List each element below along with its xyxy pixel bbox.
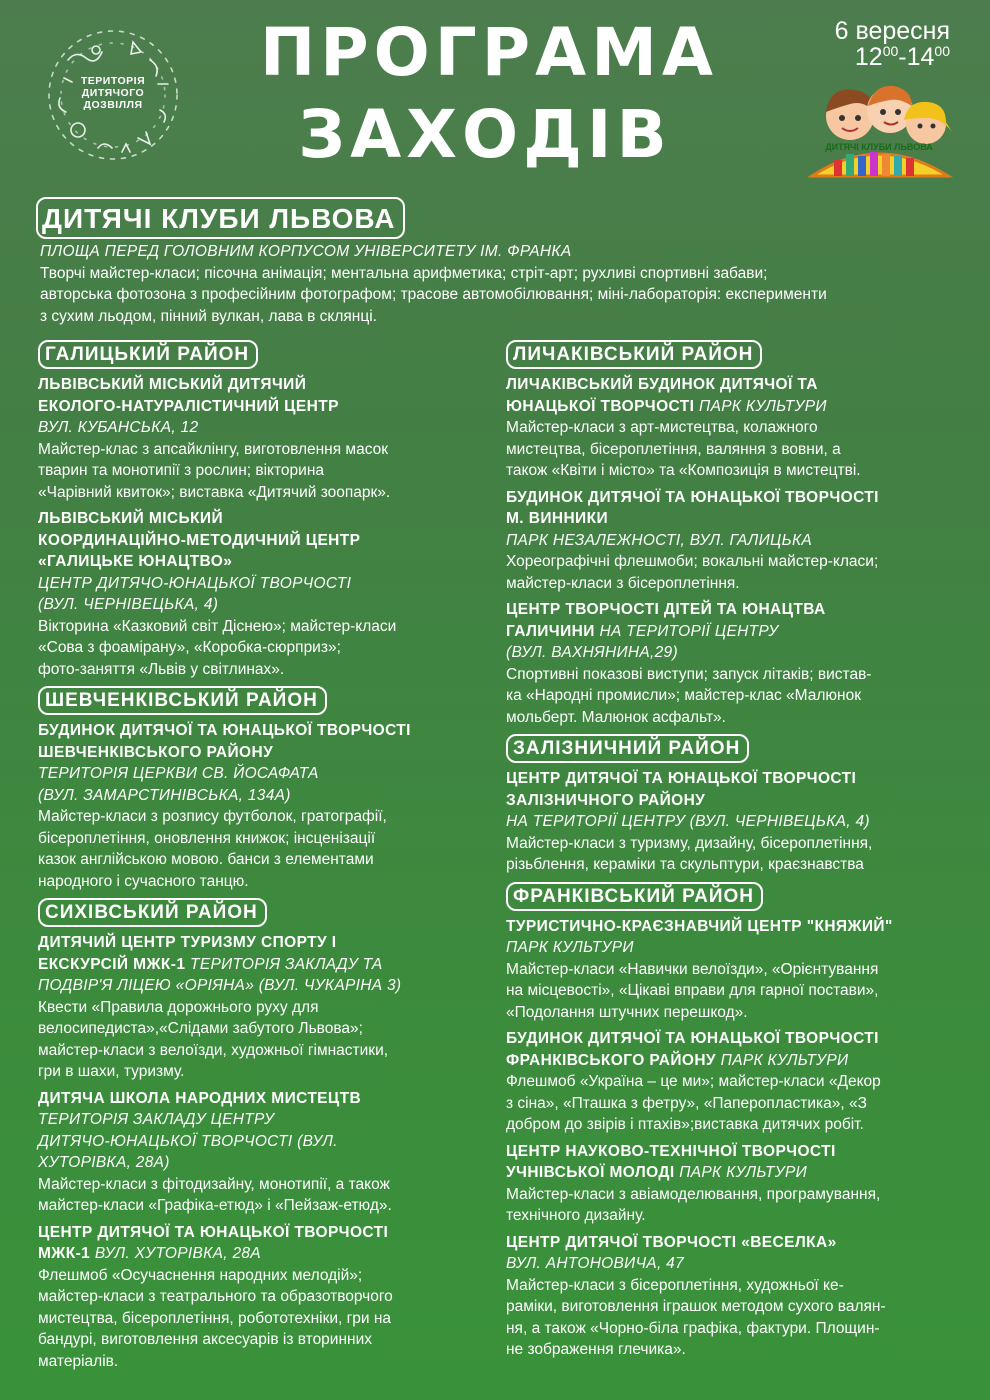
- venue-name: ДИТЯЧИЙ ЦЕНТР ТУРИЗМУ СПОРТУ І: [38, 934, 337, 951]
- event-item: [38, 720, 488, 892]
- district-title: ФРАНКІВСЬКИЙ РАЙОН: [506, 882, 763, 911]
- venue-location: (ВУЛ. ВАХНЯНИНА,29): [506, 644, 678, 661]
- district-section: [506, 734, 956, 876]
- district-title: ЛИЧАКІВСЬКИЙ РАЙОН: [506, 340, 762, 369]
- venue-location: НА ТЕРИТОРІЇ ЦЕНТРУ: [599, 622, 779, 640]
- venue-name: ЦЕНТР ДИТЯЧОЇ ТВОРЧОСТІ «ВЕСЕЛКА»: [506, 1233, 837, 1251]
- event-line: [506, 1162, 956, 1184]
- venue-name: ЛЬВІВСЬКИЙ МІСЬКИЙ ДИТЯЧИЙ: [38, 376, 307, 393]
- main-event-location: ПЛОЩА ПЕРЕД ГОЛОВНИМ КОРПУСОМ УНІВЕРСИТЕТУ ІМ. ФРАНКА: [40, 243, 572, 260]
- kids-clubs-logo-text: ДИТЯЧІ КЛУБИ ЛЬВОВА: [825, 142, 933, 152]
- event-description: мольберт. Малюнок асфальт».: [506, 708, 726, 726]
- venue-name: ЦЕНТР ТВОРЧОСТІ ДІТЕЙ ТА ЮНАЦТВА: [506, 601, 826, 618]
- venue-name: ЗАЛІЗНИЧНОГО РАЙОНУ: [506, 791, 706, 809]
- event-description: Хореографічні флешмоби; вокальні майстер-класи;: [506, 553, 879, 570]
- district-section: [38, 686, 488, 892]
- district-section: [38, 898, 488, 1372]
- venue-location: ЦЕНТР ДИТЯЧО-ЮНАЦЬКОЇ ТВОРЧОСТІ: [38, 574, 352, 592]
- venue-location: ПАРК КУЛЬТУРИ: [679, 1164, 807, 1181]
- event-item: [506, 599, 956, 728]
- event-description: мистецтва, бісероплетіння, робототехніки, гри на: [38, 1309, 392, 1327]
- event-description: Майстер-класи з туризму, дизайну, бісероплетіння,: [506, 834, 873, 852]
- event-description: ня, а також «Чорно-біла графіка, фактури. Площин-: [506, 1319, 880, 1337]
- event-description: Квести «Правила дорожнього руху для: [38, 998, 319, 1016]
- event-description: раміки, виготовлення іграшок методом сухого валян-: [506, 1298, 886, 1315]
- page-title-line1: ПРОГРАМА: [260, 14, 718, 91]
- venue-name: БУДИНОК ДИТЯЧОЇ ТА ЮНАЦЬКОЇ ТВОРЧОСТІ: [506, 1030, 879, 1047]
- event-description: Флешмоб «Осучаснення народних мелодій»;: [38, 1266, 363, 1284]
- event-item: [506, 916, 956, 1024]
- event-description: народного і сучасного танцю.: [38, 872, 249, 890]
- event-description: «Чарівний квиток»; виставка «Дитячий зоопарк».: [38, 483, 391, 501]
- page-title-line2: ЗАХОДІВ: [298, 96, 672, 173]
- event-description: Флешмоб «Україна – це ми»; майстер-класи «Декор: [506, 1073, 881, 1090]
- venue-name: ЦЕНТР ДИТЯЧОЇ ТА ЮНАЦЬКОЇ ТВОРЧОСТІ: [38, 1223, 389, 1241]
- venue-name: ЕКОЛОГО-НАТУРАЛІСТИЧНИЙ ЦЕНТР: [38, 397, 339, 415]
- venue-location: ТЕРИТОРІЯ ЗАКЛАДУ ТА: [190, 955, 383, 973]
- event-description: Майстер-класи з авіамоделювання, програмування,: [506, 1185, 881, 1203]
- event-description: казок англійською мовою. банси з елементами: [38, 851, 374, 868]
- main-event-description: Творчі майстер-класи; пісочна анімація; ментальна арифметика; стріт-арт; рухливі спортивні забави; авторська фотозона з професійним фотографом; трасове автомобілювання; міні-лабораторія: експерименти з сухим льодом, пінний вулкан, лава в склянці.: [40, 264, 827, 325]
- event-item: [506, 1141, 956, 1227]
- event-description: також «Квіти і місто» та «Композиція в мистецтві.: [506, 462, 861, 479]
- venue-name: ЛЬВІВСЬКИЙ МІСЬКИЙ: [38, 510, 223, 527]
- event-description: гри в шахи, туризму.: [38, 1063, 185, 1080]
- venue-location: ТЕРИТОРІЯ ЦЕРКВИ СВ. ЙОСАФАТА: [38, 765, 319, 782]
- venue-location: ВУЛ. АНТОНОВИЧА, 47: [506, 1255, 684, 1272]
- event-description: Майстер-класи з розпису футболок, гратографії,: [38, 808, 387, 825]
- venue-name: УЧНІВСЬКОЇ МОЛОДІ: [506, 1164, 680, 1181]
- venue-name: М. ВИННИКИ: [506, 510, 608, 527]
- event-description: «Сова з фоамірану», «Коробка-сюрприз»;: [38, 639, 341, 656]
- event-line: [506, 621, 956, 643]
- district-section: [38, 340, 488, 680]
- main-event-title: ДИТЯЧІ КЛУБИ ЛЬВОВА: [36, 197, 405, 239]
- event-description: майстер-класи з театрального та образотворчого: [38, 1288, 393, 1305]
- event-item: [38, 374, 488, 503]
- venue-name: ЮНАЦЬКОЇ ТВОРЧОСТІ: [506, 397, 700, 415]
- event-description: матеріалів.: [38, 1352, 119, 1370]
- event-description: бісероплетіння, оновлення книжок; інсценізації: [38, 829, 376, 847]
- event-description: різьблення, кераміки та скульптури, краєзнавства: [506, 856, 864, 873]
- event-description: тварин та монотипії з рослин; вікторина: [38, 462, 325, 479]
- venue-name: ЛИЧАКІВСЬКИЙ БУДИНОК ДИТЯЧОЇ ТА: [506, 376, 818, 393]
- event-description: майстер-класи «Графіка-етюд» і «Пейзаж-етюд».: [38, 1197, 392, 1214]
- venue-location: (ВУЛ. ЗАМАРСТИНІВСЬКА, 134А): [38, 786, 291, 804]
- event-date-time: [835, 18, 950, 70]
- event-item: [38, 508, 488, 680]
- venue-name: МЖК-1: [38, 1245, 95, 1262]
- venue-name: «ГАЛИЦЬКЕ ЮНАЦТВО»: [38, 553, 233, 570]
- venue-name: БУДИНОК ДИТЯЧОЇ ТА ЮНАЦЬКОЇ ТВОРЧОСТІ: [506, 488, 879, 506]
- event-description: майстер-класи з велоїзди, художньої гімнастики,: [38, 1041, 389, 1059]
- event-line: [38, 954, 488, 976]
- venue-location: ПАРК КУЛЬТУРИ: [506, 939, 634, 956]
- event-description: бандурі, виготовлення аксесуарів із вторинних: [38, 1331, 372, 1348]
- venue-location: ПАРК КУЛЬТУРИ: [699, 397, 827, 415]
- event-item: [506, 1232, 956, 1361]
- venue-location: ПАРК КУЛЬТУРИ: [720, 1051, 849, 1069]
- event-item: [38, 932, 488, 1083]
- event-item: [506, 1028, 956, 1136]
- main-event: [36, 197, 956, 327]
- venue-location: ПОДВІР'Я ЛІЦЕЮ «ОРІЯНА» (ВУЛ. ЧУКАРІНА 3): [38, 977, 402, 994]
- left-column: [38, 334, 488, 1372]
- event-item: [506, 487, 956, 595]
- event-item: [506, 768, 956, 876]
- event-description: Майстер-класи з бісероплетіння, художньої ке-: [506, 1276, 844, 1294]
- event-description: Спортивні показові виступи; запуск літаків; вистав-: [506, 665, 872, 683]
- event-description: з сіна», «Пташка з фетру», «Паперопластика», «З: [506, 1094, 867, 1112]
- event-description: не зображення глечика».: [506, 1341, 686, 1358]
- event-description: Вікторина «Казковий світ Діснею»; майстер-класи: [38, 617, 397, 635]
- event-line: [506, 1050, 956, 1072]
- event-description: велосипедиста»,«Слідами забутого Львова»;: [38, 1020, 363, 1037]
- event-description: ка «Народні промисли»; майстер-клас «Малюнок: [506, 687, 862, 704]
- event-description: добром до звірів і птахів»;виставка дитячих робіт.: [506, 1116, 864, 1133]
- territory-logo-text: ТЕРИТОРІЯ ДИТЯЧОГО ДОЗВІЛЛЯ: [80, 75, 146, 111]
- venue-location: ПАРК НЕЗАЛЕЖНОСТІ, ВУЛ. ГАЛИЦЬКА: [506, 531, 813, 549]
- event-description: Майстер-класи «Навички велоїзди», «Орієнтування: [506, 960, 879, 978]
- venue-location: ДИТЯЧО-ЮНАЦЬКОЇ ТВОРЧОСТІ (ВУЛ.: [38, 1132, 338, 1150]
- venue-name: ЕКСКУРСІЙ МЖК-1: [38, 955, 191, 973]
- venue-location: (ВУЛ. ЧЕРНІВЕЦЬКА, 4): [38, 596, 219, 613]
- venue-location: ХУТОРІВКА, 28А): [38, 1154, 170, 1171]
- event-description: технічного дизайну.: [506, 1207, 646, 1224]
- event-date: 6 вересня: [834, 17, 950, 45]
- event-item: [38, 1222, 488, 1373]
- venue-location: ВУЛ. ХУТОРІВКА, 28А: [94, 1245, 261, 1262]
- venue-name: ЦЕНТР НАУКОВО-ТЕХНІЧНОЇ ТВОРЧОСТІ: [506, 1142, 836, 1160]
- kids-clubs-logo-icon: [804, 84, 954, 184]
- event-line: [38, 1243, 488, 1265]
- venue-location: ВУЛ. КУБАНСЬКА, 12: [38, 419, 199, 436]
- event-description: Майстер-клас з апсайклінгу, виготовлення масок: [38, 440, 389, 458]
- venue-name: ШЕВЧЕНКІВСЬКОГО РАЙОНУ: [38, 743, 274, 761]
- venue-name: ФРАНКІВСЬКОГО РАЙОНУ: [506, 1051, 721, 1069]
- event-description: Майстер-класи з фітодизайну, монотипії, а також: [38, 1175, 390, 1193]
- district-title: СИХІВСЬКИЙ РАЙОН: [38, 898, 267, 927]
- district-title: ГАЛИЦЬКИЙ РАЙОН: [38, 340, 258, 369]
- event-description: фото-заняття «Львів у світлинах».: [38, 660, 285, 678]
- venue-name: ГАЛИЧИНИ: [506, 622, 600, 640]
- event-description: майстер-класи з бісероплетіння.: [506, 574, 740, 592]
- event-description: на місцевості», «Цікаві вправи для гарної постави»,: [506, 982, 879, 999]
- district-title: ЗАЛІЗНИЧНИЙ РАЙОН: [506, 734, 749, 763]
- venue-name: ТУРИСТИЧНО-КРАЄЗНАВЧИЙ ЦЕНТР "КНЯЖИЙ": [506, 917, 893, 935]
- event-item: [506, 374, 956, 482]
- venue-name: БУДИНОК ДИТЯЧОЇ ТА ЮНАЦЬКОЇ ТВОРЧОСТІ: [38, 722, 411, 739]
- right-column: [506, 334, 956, 1361]
- district-section: [506, 340, 956, 728]
- event-time: $12^{00}-14^{00}$: [854, 43, 950, 71]
- district-section: [506, 882, 956, 1361]
- venue-location: ТЕРИТОРІЯ ЗАКЛАДУ ЦЕНТРУ: [38, 1111, 275, 1128]
- venue-name: КООРДИНАЦІЙНО-МЕТОДИЧНИЙ ЦЕНТР: [38, 531, 361, 549]
- district-title: ШЕВЧЕНКІВСЬКИЙ РАЙОН: [38, 686, 327, 715]
- venue-name: ЦЕНТР ДИТЯЧОЇ ТА ЮНАЦЬКОЇ ТВОРЧОСТІ: [506, 770, 857, 787]
- event-description: «Подолання штучних перешкод».: [506, 1003, 748, 1021]
- venue-name: ДИТЯЧА ШКОЛА НАРОДНИХ МИСТЕЦТВ: [38, 1089, 362, 1107]
- event-line: [506, 396, 956, 418]
- event-item: [38, 1088, 488, 1217]
- event-description: мистецтва, бісероплетіння, валяння з вовни, а: [506, 440, 841, 458]
- venue-location: НА ТЕРИТОРІЇ ЦЕНТРУ (ВУЛ. ЧЕРНІВЕЦЬКА, 4): [506, 813, 870, 830]
- event-description: Майстер-класи з арт-мистецтва, колажного: [506, 419, 818, 436]
